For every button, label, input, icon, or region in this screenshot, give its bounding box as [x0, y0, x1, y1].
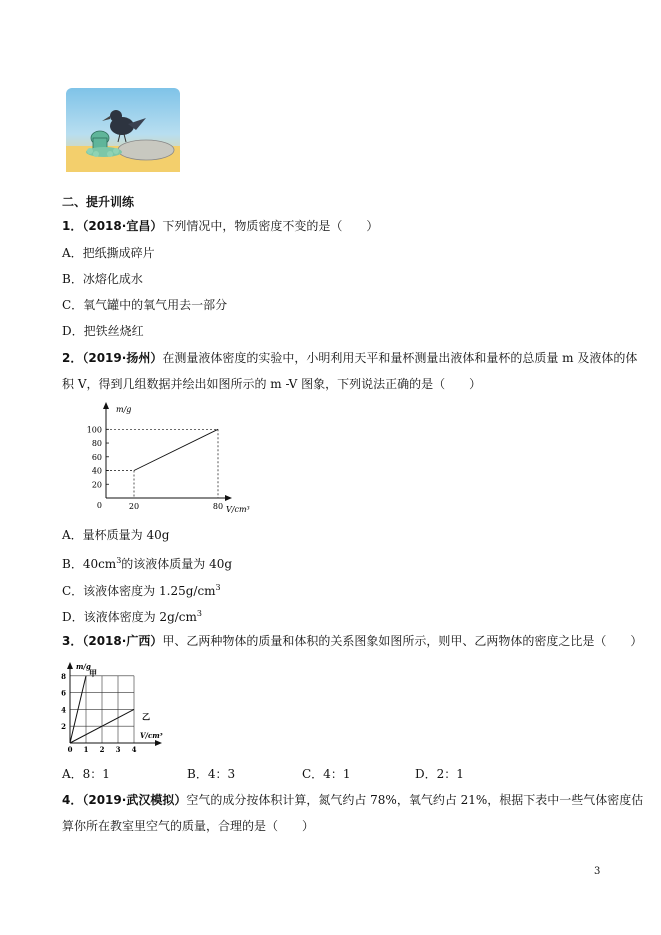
y-axis-label: m/g	[116, 405, 132, 414]
option-b-part-2: 的该液体质量为 40g	[121, 557, 233, 571]
mass-volume-chart-2	[58, 658, 168, 755]
y-axis-arrow	[67, 662, 73, 669]
y-tick-label-40: 40	[91, 466, 102, 476]
y-tick-label-6: 6	[61, 688, 66, 698]
option-d: D．2：1	[415, 767, 464, 781]
chart-2-svg	[58, 658, 168, 755]
mass-volume-chart-1	[60, 400, 260, 515]
crow-bottle-illustration	[66, 88, 180, 172]
question-1-stem	[62, 218, 378, 234]
option-a: A．把纸撕成碎片	[62, 246, 155, 260]
option-c: C．氧气罐中的氧气用去一部分	[62, 298, 228, 312]
section-title: 二、提升训练	[62, 195, 135, 209]
x-tick-label-80: 80	[212, 502, 224, 511]
question-source: （2019·武汉模拟）	[82, 793, 187, 807]
x-tick-label-0: 0	[67, 745, 73, 754]
x-tick-label-1: 1	[83, 745, 89, 754]
chart-1-svg	[60, 400, 260, 515]
superscript: 3	[215, 583, 221, 592]
question-2-stem	[62, 350, 637, 366]
question-source: （2018·广西）	[82, 634, 163, 648]
question-4-stem-line-2: 算你所在教室里空气的质量，合理的是（ ）	[62, 819, 315, 833]
question-4-stem	[62, 792, 643, 808]
x-tick-label-2: 2	[99, 745, 105, 754]
option-c: C．4：1	[302, 767, 351, 781]
x-axis-label: V/cm³	[140, 731, 163, 740]
question-text: 在测量液体密度的实验中，小明利用天平和量杯测量出液体和量杯的总质量 m 及液体的体	[162, 351, 638, 365]
question-source: （2019·扬州）	[82, 351, 163, 365]
option-a: A．8：1	[62, 767, 110, 781]
y-tick-label-80: 80	[91, 439, 102, 449]
y-tick-label-8: 8	[61, 671, 66, 681]
y-tick-label-20: 20	[91, 480, 102, 490]
superscript: 3	[196, 609, 202, 618]
question-text: 下列情况中，物质密度不变的是（ ）	[162, 219, 379, 233]
series-label-2: 乙	[142, 711, 150, 722]
superscript: 3	[116, 556, 122, 565]
x-tick-label-3: 3	[115, 745, 121, 754]
option-c-text: C．该液体密度为 1.25g/cm	[62, 584, 216, 598]
option-b	[62, 553, 232, 572]
data-line	[134, 429, 218, 470]
option-c	[62, 580, 221, 599]
y-axis-label: m/g	[76, 662, 91, 671]
question-3-stem	[62, 633, 642, 649]
option-a: A．量杯质量为 40g	[62, 528, 170, 542]
x-tick-label-20: 20	[128, 502, 140, 511]
y-tick-label-60: 60	[91, 452, 102, 462]
y-tick-label-100: 100	[86, 425, 102, 435]
option-d	[62, 606, 202, 625]
option-b-part-1: B．40cm	[62, 557, 117, 571]
question-number: 1．	[62, 219, 83, 233]
y-axis-arrow	[103, 402, 109, 409]
option-b: B．4：3	[187, 767, 236, 781]
question-source: （2018·宜昌）	[82, 219, 163, 233]
question-number: 3．	[62, 634, 83, 648]
option-d: D．把铁丝烧红	[62, 324, 144, 338]
question-number: 2．	[62, 351, 83, 365]
x-axis-arrow	[225, 495, 232, 501]
option-b: B．冰熔化成水	[62, 272, 143, 286]
series-label-1: 甲	[89, 667, 97, 678]
question-2-stem-line-2: 积 V，得到几组数据并绘出如图所示的 m -V 图象，下列说法正确的是（ ）	[62, 377, 482, 391]
page-number: 3	[594, 866, 601, 877]
question-text: 甲、乙两种物体的质量和体积的关系图象如图所示，则甲、乙两物体的密度之比是（ ）	[162, 634, 643, 648]
x-axis-arrow	[155, 740, 162, 746]
question-number: 4．	[62, 793, 83, 807]
y-tick-label-2: 2	[61, 722, 66, 732]
question-text: 空气的成分按体积计算，氮气约占 78%，氧气约占 21%，根据下表中一些气体密度估	[186, 793, 644, 807]
y-tick-label-4: 4	[61, 705, 66, 715]
x-tick-label-4: 4	[131, 745, 137, 754]
x-axis-label: V/cm³	[226, 505, 250, 514]
option-d-text: D．该液体密度为 2g/cm	[62, 610, 197, 624]
x-tick-label-0: 0	[96, 501, 102, 510]
